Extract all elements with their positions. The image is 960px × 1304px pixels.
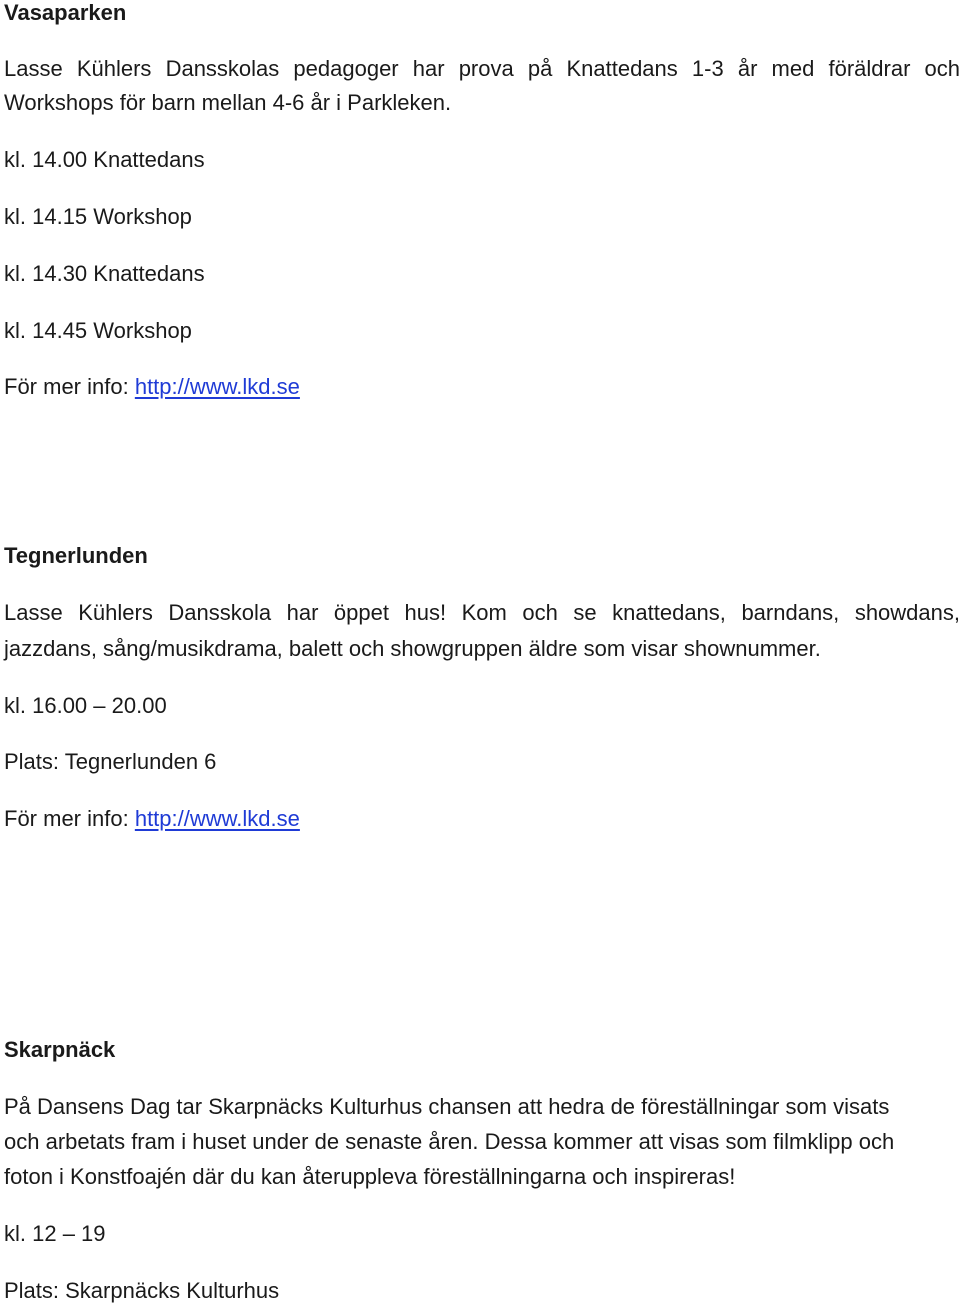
vasaparken-schedule-item: kl. 14.00 Knattedans bbox=[4, 147, 205, 172]
tegnerlunden-info-link[interactable]: http://www.lkd.se bbox=[134, 806, 300, 831]
vasaparken-info-label: För mer info: bbox=[4, 374, 129, 399]
vasaparken-schedule-item: kl. 14.15 Workshop bbox=[4, 204, 192, 229]
tegnerlunden-intro-line-2: jazzdans, sång/musikdrama, balett och showgruppen äldre som visar shownummer. bbox=[4, 636, 821, 661]
tegnerlunden-info-label: För mer info: bbox=[4, 806, 129, 831]
vasaparken-schedule-item: kl. 14.30 Knattedans bbox=[4, 261, 205, 286]
skarpnack-place: Plats: Skarpnäcks Kulturhus bbox=[4, 1278, 280, 1303]
tegnerlunden-place: Plats: Tegnerlunden 6 bbox=[4, 749, 217, 774]
vasaparken-schedule-item: kl. 14.45 Workshop bbox=[4, 318, 192, 343]
vasaparken-intro-line-1: Lasse Kühlers Dansskolas pedagoger har prova på Knattedans 1-3 år med föräldrar och bbox=[4, 56, 960, 81]
skarpnack-intro-line-1: På Dansens Dag tar Skarpnäcks Kulturhus chansen att hedra de föreställningar som visats bbox=[4, 1094, 890, 1119]
vasaparken-info bbox=[4, 376, 300, 398]
section-heading-vasaparken: Vasaparken bbox=[4, 0, 127, 25]
skarpnack-intro-line-3: foton i Konstfoajén där du kan återuppleva föreställningarna och inspireras! bbox=[4, 1164, 736, 1189]
skarpnack-time: kl. 12 – 19 bbox=[4, 1221, 106, 1246]
tegnerlunden-time: kl. 16.00 – 20.00 bbox=[4, 693, 167, 718]
section-heading-skarpnack: Skarpnäck bbox=[4, 1037, 116, 1062]
skarpnack-intro-line-2: och arbetats fram i huset under de senaste åren. Dessa kommer att visas som filmklipp och bbox=[4, 1129, 895, 1154]
section-heading-tegnerlunden: Tegnerlunden bbox=[4, 543, 148, 568]
tegnerlunden-info bbox=[4, 808, 300, 830]
vasaparken-intro-line-2: Workshops för barn mellan 4-6 år i Parkleken. bbox=[4, 90, 452, 115]
vasaparken-info-link[interactable]: http://www.lkd.se bbox=[134, 374, 300, 399]
tegnerlunden-intro-line-1: Lasse Kühlers Dansskola har öppet hus! Kom och se knattedans, barndans, showdans, bbox=[4, 600, 960, 625]
